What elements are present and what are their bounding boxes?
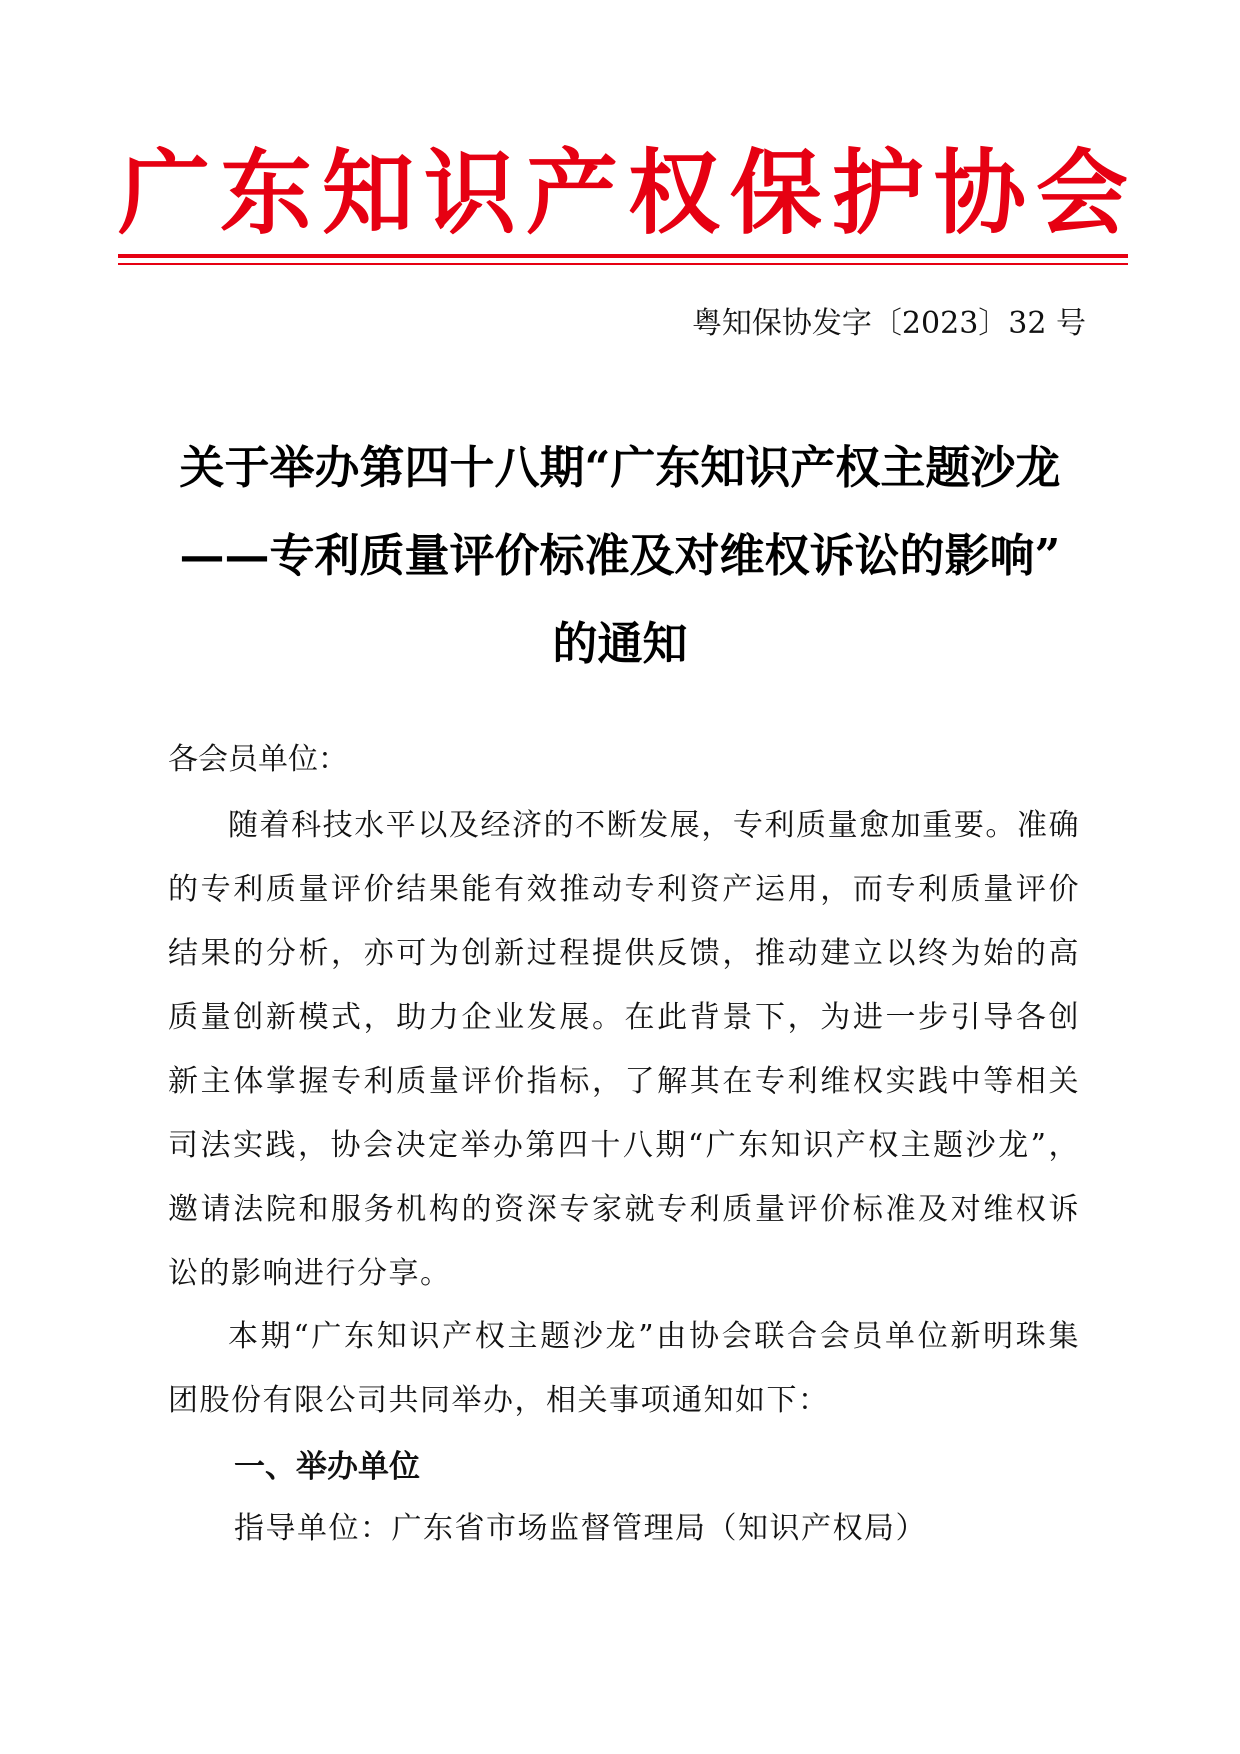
org-name-char: 会 (1035, 139, 1128, 247)
letterhead-org-name (118, 138, 1128, 248)
letterhead-rule-thick (118, 254, 1128, 258)
salutation: 各会员单位： (168, 742, 348, 777)
body-paragraph: 随着科技水平以及经济的不断发展，专利质量愈加重要。准确的专利质量评价结果能有效推动专利资产运用，而专利质量评价结果的分析，亦可为创新过程提供反馈，推动建立以终为始的高质量创新模式，助力企业发展。在此背景下，为进一步引导各创新主体掌握专利质量评价指标，了解其在专利维权实践中等相关司法实践，协会决定举办第四十八期“广东知识产权主题沙龙”，邀请法院和服务机构的资深专家就专利质量评价标准及对维权诉讼的影响进行分享。 (168, 808, 1080, 1291)
org-name-char: 权 (627, 139, 720, 247)
document-title (150, 424, 1090, 688)
document-number: 粤知保协发字〔2023〕32 号 (691, 306, 1086, 341)
title-line: 的通知 (552, 617, 688, 670)
title-line: 关于举办第四十八期“广东知识产权主题沙龙 (179, 441, 1061, 494)
section-heading: 一、举办单位 (234, 1449, 420, 1485)
org-name-char: 知 (321, 139, 414, 247)
org-name-char: 护 (831, 139, 924, 247)
org-name-char: 东 (219, 139, 312, 247)
title-line: ——专利质量评价标准及对维权诉讼的影响” (179, 529, 1061, 582)
letterhead-rule-thin (118, 263, 1128, 265)
org-name-char: 产 (525, 139, 618, 247)
org-name-char: 广 (118, 139, 211, 247)
org-name-char: 协 (933, 139, 1026, 247)
guide-unit-line: 指导单位：广东省市场监督管理局（知识产权局） (234, 1511, 927, 1546)
body-paragraph: 本期“广东知识产权主题沙龙”由协会联合会员单位新明珠集团股份有限公司共同举办，相关事项通知如下： (168, 1319, 1080, 1418)
org-name-char: 识 (423, 139, 516, 247)
org-name-char: 保 (729, 139, 822, 247)
